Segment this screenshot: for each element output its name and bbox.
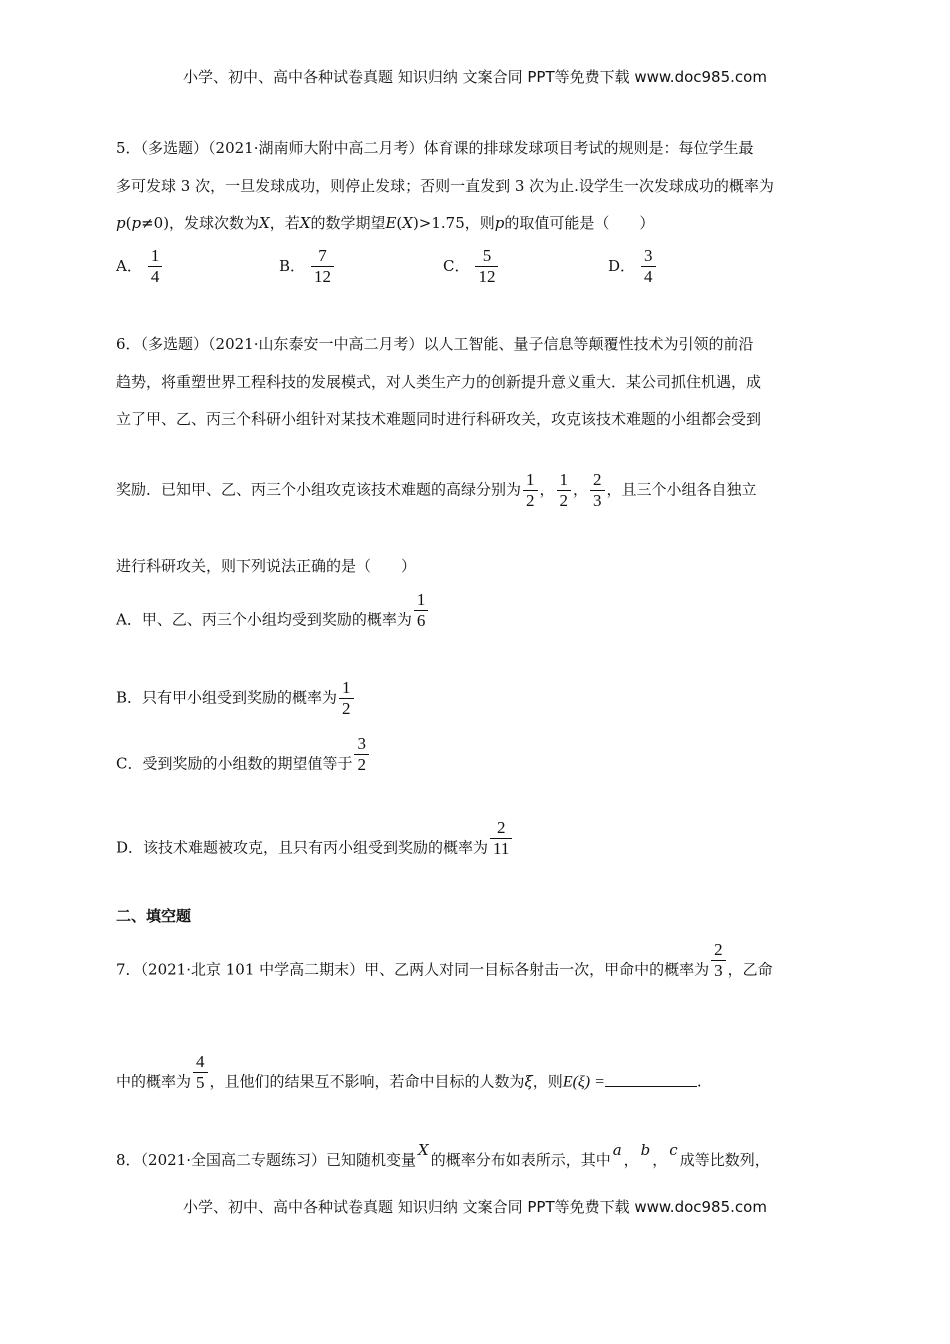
fraction [641,246,656,287]
q6-option-c[interactable] [116,734,371,785]
q8-text-b: 的概率分布如表所示，其中 [430,1151,611,1169]
q5-option-c[interactable] [443,246,500,287]
separator: ， [623,1151,639,1169]
numerator: 4 [196,1052,205,1071]
q6-line3: 立了甲、乙、丙三个科研小组针对某技术难题同时进行科研攻关，攻克该技术难题的小组都会受到 [116,410,762,428]
answer-blank[interactable] [605,1070,697,1087]
q6-text: 奖励．已知甲、乙、丙三个小组攻克该技术难题的高绿分别为 [116,480,522,499]
q8-var-b: b [640,1141,651,1159]
q5-line2: 多可发球 3 次，一旦发球成功，则停止发球；否则一直发到 3 次为止.设学生一次发球成功的概率为 [116,177,774,195]
numerator: 1 [342,678,351,697]
fraction-2-3 [711,940,726,981]
q5-line1: 5．（多选题）（2021·湖南师大附中高二月考）体育课的排球发球项目考试的规则是：每位学生最 [116,139,754,157]
numerator: 3 [644,246,653,265]
q8-var-c: c [669,1141,678,1159]
numerator: 1 [526,470,535,489]
denominator: 2 [339,698,354,719]
q5-var-x3: X [402,214,413,232]
fraction [339,678,354,719]
q5-var-e: E [385,214,397,232]
option-text: D．该技术难题被攻克，且只有丙小组受到奖励的概率为 [116,838,489,857]
denominator: 12 [475,266,498,287]
q7-text: 7．（2021·北京 101 中学高二期末）甲、乙两人对同一目标各射击一次，甲命中的概率为 [116,960,710,979]
page-footer: 小学、初中、高中各种试卷真题 知识归纳 文案合同 PPT等免费下载 www.doc985.com [183,1198,767,1216]
q8-text: 8．（2021·全国高二专题练习）已知随机变量 [116,1151,416,1169]
fraction-4-5 [193,1052,208,1093]
q6-line4 [116,470,757,511]
fraction [354,734,369,775]
numerator: 7 [318,246,327,265]
separator: ， [539,480,555,499]
q5-line3 [116,213,654,233]
fraction [475,246,498,287]
fraction [414,590,429,631]
option-label: B． [279,256,306,275]
fraction-1-2b [557,470,572,511]
separator: ， [573,480,589,499]
q8-var-a: a [612,1141,622,1159]
q5-text-f: ，若 [269,214,300,232]
numerator: 2 [714,940,723,959]
q6-line5: 进行科研攻关，则下列说法正确的是（ ） [116,557,417,575]
option-label: C． [443,256,470,275]
q5-var-x2: X [299,214,311,232]
numerator: 1 [559,470,569,489]
q5-text-h: 的数学期望 [310,214,386,232]
numerator: 2 [593,470,602,489]
separator: ， [652,1151,668,1169]
denominator: 12 [311,266,334,287]
option-text: B．只有甲小组受到奖励的概率为 [116,688,338,707]
q5-option-b[interactable] [279,246,336,287]
q7-text-2a: 中的概率为 [116,1072,192,1091]
q6-text-b: ，且三个小组各自独立 [606,480,757,499]
q5-option-a[interactable] [116,246,164,287]
option-text: A．甲、乙、丙三个小组均受到奖励的概率为 [116,610,412,629]
denominator: 11 [490,838,512,859]
numerator: 3 [357,734,366,753]
q5-text-l: )>1.75，则 [412,214,495,232]
option-text: C．受到奖励的小组数的期望值等于 [116,754,353,773]
q5-var-p3: p [494,214,505,232]
q5-text-d: ≠0)，发球次数为 [141,214,260,232]
denominator: 5 [193,1072,208,1093]
q6-option-d[interactable] [116,818,514,869]
q6-option-a[interactable] [116,590,430,641]
q6-line2: 趋势，将重塑世界工程科技的发展模式，对人类生产力的创新提升意义重大．某公司抓住机遇，成 [116,373,762,391]
denominator: 2 [557,490,572,511]
q5-var-p2: p [131,214,142,232]
denominator: 3 [711,960,726,981]
q8-text-c: 成等比数列， [679,1151,770,1169]
q5-paren2: ( [396,214,403,232]
q8-var-x: X [418,1141,429,1159]
q7-text-b: ，乙命 [727,960,773,979]
q6-line1: 6．（多选题）（2021·山东泰安一中高二月考）以人工智能、量子信息等颠覆性技术为引领的前沿 [116,335,754,353]
section-title: 二、填空题 [116,907,192,925]
numerator: 2 [496,818,506,837]
fraction [311,246,334,287]
q6-option-b[interactable] [116,678,356,719]
denominator: 3 [590,490,605,511]
q5-option-d[interactable] [608,246,658,287]
q5-paren: ( [125,214,132,232]
option-label: D． [608,256,636,275]
numerator: 5 [482,246,492,265]
q7-expectation: E(ξ) = [562,1073,605,1091]
q5-var-x: X [259,214,270,232]
q7-line2 [116,1052,702,1103]
q7-period: . [696,1072,702,1091]
q7-text-2c: ，则 [532,1072,563,1091]
denominator: 6 [414,610,429,631]
fraction-2-3 [590,470,605,511]
q7-text-2b: ，且他们的结果互不影响，若命中目标的人数为 [209,1072,525,1091]
fraction-1-2 [523,470,538,511]
denominator: 4 [641,266,656,287]
q8-line1 [116,1141,770,1170]
q7-line1 [116,940,773,991]
numerator: 1 [150,246,160,265]
page-header: 小学、初中、高中各种试卷真题 知识归纳 文案合同 PPT等免费下载 www.doc985.com [183,68,767,86]
numerator: 1 [416,590,426,609]
q7-var-xi: ξ [524,1072,533,1091]
q5-var-p: p [116,214,126,232]
denominator: 2 [354,754,369,775]
denominator: 2 [523,490,538,511]
denominator: 4 [148,266,163,287]
fraction [148,246,163,287]
fraction [490,818,512,859]
q5-text-n: 的取值可能是（ ） [504,214,655,232]
option-label: A． [116,256,142,275]
